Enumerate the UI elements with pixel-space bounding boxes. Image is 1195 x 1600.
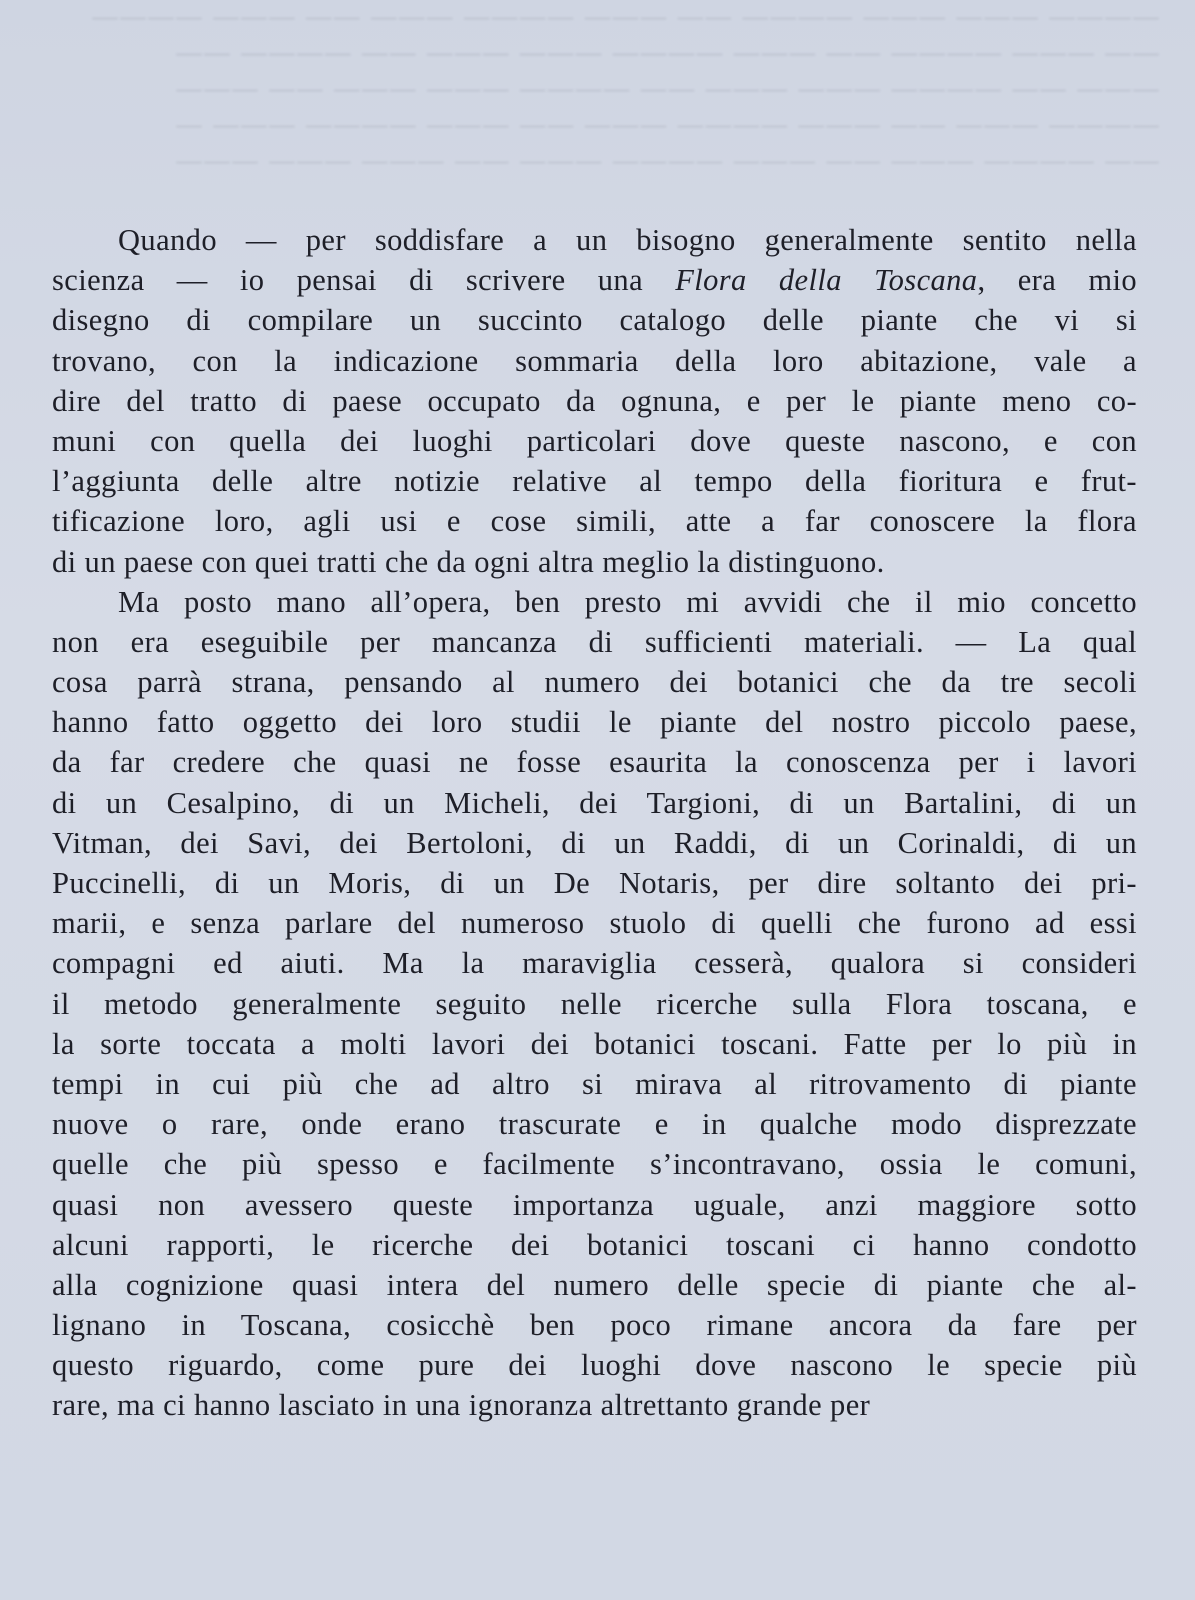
text-segment: Puccinelli, di un Moris, di un De Notaris, per dire soltanto dei pri- [52, 866, 1137, 900]
text-segment: muni con quella dei luoghi particolari dove queste nascono, e con [52, 423, 1137, 458]
text-segment: dire del tratto di paese occupato da ognuna, e per le piante meno co- [52, 383, 1137, 418]
text-line [52, 702, 1137, 742]
text-segment: la sorte toccata a molti lavori dei botanici toscani. Fatte per lo più in [52, 1026, 1137, 1061]
text-line [52, 461, 1137, 501]
text-line [52, 300, 1137, 340]
text-segment: disegno di compilare un succinto catalogo delle piante che vi si [52, 303, 1137, 338]
paragraph [52, 582, 1137, 1426]
text-segment: alcuni rapporti, le ricerche dei botanici toscani ci hanno condotto [52, 1227, 1137, 1262]
text-line [52, 1385, 1137, 1425]
text-line [52, 1345, 1137, 1385]
text-segment: questo riguardo, come pure dei luoghi dove nascono le specie più [52, 1348, 1137, 1383]
text-segment: di un Cesalpino, di un Micheli, dei Targioni, di un Bartalini, di un [52, 785, 1137, 820]
text-segment: , era mio [977, 263, 1137, 298]
text-segment: hanno fatto oggetto dei loro studii le piante del nostro piccolo paese, [52, 705, 1137, 740]
text-line [52, 662, 1137, 702]
text-segment: trovano, con la indicazione sommaria della loro abitazione, vale a [52, 343, 1137, 378]
text-line [52, 1225, 1137, 1265]
text-line [52, 1185, 1137, 1225]
text-line [52, 501, 1137, 541]
text-line [52, 943, 1137, 983]
text-segment: lignano in Toscana, cosicchè ben poco rimane ancora da fare per [52, 1308, 1137, 1343]
text-line [52, 903, 1137, 943]
text-line [52, 381, 1137, 421]
text-segment: nuove o rare, onde erano trascurate e in qualche modo disprezzate [52, 1107, 1137, 1142]
text-segment: Ma posto mano all’opera, ben presto mi avvidi che il mio concetto [118, 584, 1137, 619]
bleed-through-text: ———— ——— ——— ———— —— ——— ———— ——— —— ——— ———— —— ——— ———— —— ——— ———— ——— ——— —— ———— —— ——— —— ———— ——— ——— —— ———— ——— ——— —— ——— ———— ——— —— ——— ———— ——— —— ——— ———— ——— — —— ———— ——— —— ——— ———— ——— —— ——— ——— ——— [90, 0, 1160, 177]
text-segment: di un paese con quei tratti che da ogni altra meglio la distinguono. [52, 544, 885, 579]
italic-title: Flora della Toscana [675, 263, 978, 298]
text-line [52, 542, 1137, 582]
text-line [52, 582, 1137, 622]
paragraph [52, 220, 1137, 582]
text-segment: marii, e senza parlare del numeroso stuolo di quelli che furono ad essi [52, 906, 1137, 941]
text-segment: non era eseguibile per mancanza di sufficienti materiali. — La qual [52, 624, 1137, 659]
text-line [52, 1305, 1137, 1345]
text-line [52, 1024, 1137, 1064]
text-line [52, 622, 1137, 662]
text-segment: l’aggiunta delle altre notizie relative al tempo della fioritura e frut- [52, 464, 1137, 499]
text-line [52, 260, 1137, 300]
text-segment: alla cognizione quasi intera del numero delle specie di piante che al- [52, 1267, 1137, 1302]
text-line [52, 1144, 1137, 1184]
body-text [52, 220, 1137, 1426]
text-segment: da far credere che quasi ne fosse esaurita la conoscenza per i lavori [52, 745, 1137, 780]
text-segment: Quando — per soddisfare a un bisogno generalmente sentito nella [118, 223, 1137, 257]
text-line [52, 1104, 1137, 1144]
text-line [52, 984, 1137, 1024]
text-line [52, 823, 1137, 863]
text-line [52, 421, 1137, 461]
text-segment: scienza — io pensai di scrivere una [52, 263, 676, 298]
text-segment: cosa parrà strana, pensando al numero dei botanici che da tre secoli [52, 665, 1137, 700]
text-line [52, 1265, 1137, 1305]
text-line [52, 341, 1137, 381]
text-segment: il metodo generalmente seguito nelle ricerche sulla Flora toscana, e [52, 986, 1137, 1021]
text-segment: rare, ma ci hanno lasciato in una ignoranza altrettanto grande per [52, 1388, 871, 1423]
text-segment: tificazione loro, agli usi e cose simili, atte a far conoscere la flora [52, 504, 1137, 539]
text-segment: Vitman, dei Savi, dei Bertoloni, di un Raddi, di un Corinaldi, di un [52, 825, 1137, 860]
text-segment: compagni ed aiuti. Ma la maraviglia cesserà, qualora si consideri [52, 946, 1137, 981]
text-line [52, 1064, 1137, 1104]
text-line [52, 783, 1137, 823]
text-segment: quelle che più spesso e facilmente s’incontravano, ossia le comuni, [52, 1147, 1137, 1182]
text-line [52, 742, 1137, 782]
text-line [52, 220, 1137, 260]
text-line [52, 863, 1137, 903]
text-segment: tempi in cui più che ad altro si mirava al ritrovamento di piante [52, 1066, 1137, 1101]
text-segment: quasi non avessero queste importanza uguale, anzi maggiore sotto [52, 1187, 1137, 1222]
